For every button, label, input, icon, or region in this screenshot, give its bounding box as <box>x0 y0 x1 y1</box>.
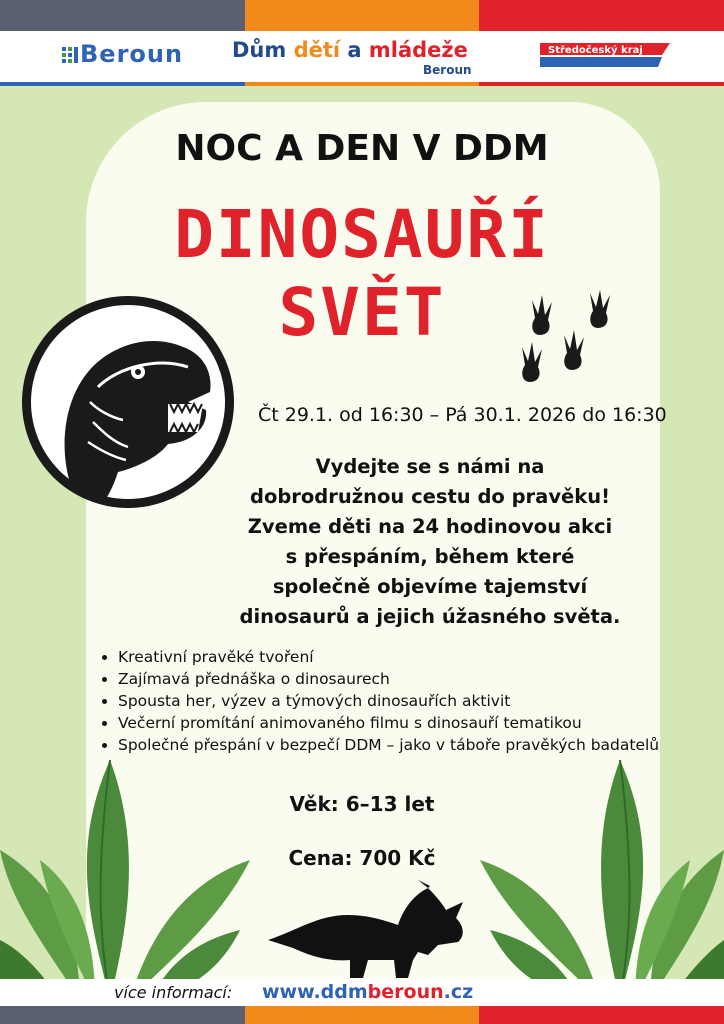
url-part: beroun <box>367 981 444 1003</box>
url-part: .cz <box>443 981 474 1003</box>
beroun-logo[interactable] <box>62 40 183 68</box>
event-title: NOC A DEN V DDM <box>175 128 549 169</box>
fern-leaf-icon-left <box>0 740 260 1000</box>
intro-line: Vydejte se s námi na <box>315 455 545 478</box>
intro-line: Zveme děti na 24 hodinovou akci <box>247 515 613 538</box>
list-item: • Společné přespání v bezpečí DDM – jako v táboře pravěkých badatelů <box>118 734 678 756</box>
intro-text <box>180 452 680 632</box>
top-color-bar <box>0 0 724 31</box>
dino-footprint-icon <box>510 290 630 385</box>
ddm-word-1: Dům <box>232 38 287 62</box>
url-part: www.ddm <box>262 981 368 1003</box>
triceratops-icon <box>268 880 468 980</box>
price-info: Cena: 700 Kč <box>288 846 436 870</box>
dino-headline-line-2: SVĚT <box>278 274 446 351</box>
intro-line: s přespáním, během které <box>285 545 575 568</box>
ddm-word-2: dětí <box>293 38 341 62</box>
stredocesky-kraj-logo[interactable] <box>540 43 670 67</box>
intro-line: dobrodružnou cestu do pravěku! <box>249 485 611 508</box>
list-item: • Kreativní pravěké tvoření <box>118 646 678 668</box>
kraj-label: Středočeský kraj <box>548 45 643 56</box>
header-underline <box>0 82 724 86</box>
bottom-color-bar <box>0 1006 724 1024</box>
activity-list <box>100 646 678 756</box>
flag-icon <box>540 43 670 67</box>
ddm-word-3: a <box>347 38 362 62</box>
intro-line: dinosaurů a jejich úžasného světa. <box>239 605 621 628</box>
footer-info-label: více informací: <box>114 983 233 1002</box>
website-link[interactable] <box>262 981 473 1003</box>
ddm-logo-subtitle: Beroun <box>423 63 472 77</box>
ddm-logo[interactable] <box>232 38 468 62</box>
dino-headline-line-1: DINOSAUŘÍ <box>174 196 550 273</box>
ddm-word-4: mládeže <box>368 38 468 62</box>
beroun-logo-text: Beroun <box>80 40 184 68</box>
event-date: Čt 29.1. od 16:30 – Pá 30.1. 2026 do 16:30 <box>258 404 667 426</box>
beroun-logo-icon <box>62 47 78 63</box>
list-item: • Večerní promítání animovaného filmu s dinosauří tematikou <box>118 712 678 734</box>
list-item: • Zajímavá přednáška o dinosaurech <box>118 668 678 690</box>
fern-leaf-icon-right <box>470 740 724 1000</box>
intro-line: společně objevíme tajemství <box>272 575 588 598</box>
list-item: • Spousta her, výzev a týmových dinosauřích aktivit <box>118 690 678 712</box>
age-info: Věk: 6–13 let <box>289 792 435 816</box>
